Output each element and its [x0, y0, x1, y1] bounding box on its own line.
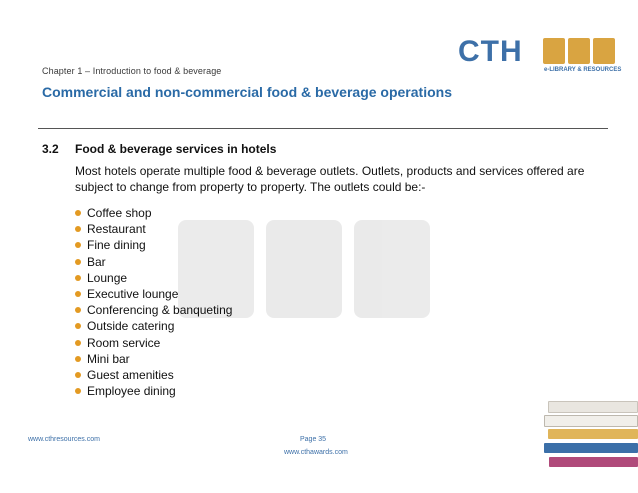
footer-resources-link[interactable]: www.cthresources.com — [28, 436, 100, 443]
page-title: Commercial and non-commercial food & beverage operations — [42, 84, 452, 100]
list-item: Employee dining — [75, 383, 232, 399]
list-item: Mini bar — [75, 351, 232, 367]
door-icon — [266, 220, 342, 318]
section-title: Food & beverage services in hotels — [75, 142, 277, 156]
cth-logo — [458, 36, 628, 76]
fork-icon — [593, 38, 615, 64]
plane-icon — [543, 38, 565, 64]
list-item: Conferencing & banqueting — [75, 302, 232, 318]
page-number: Page 35 — [300, 436, 327, 443]
book — [544, 415, 638, 427]
list-item: Guest amenities — [75, 367, 232, 383]
section-number: 3.2 — [42, 142, 59, 156]
footer-awards-link[interactable]: www.cthawards.com — [284, 449, 348, 456]
list-item: Coffee shop — [75, 205, 232, 221]
logo-text: CTH — [458, 35, 523, 68]
list-item: Executive lounge — [75, 286, 232, 302]
chapter-label: Chapter 1 – Introduction to food & beverage — [42, 66, 222, 76]
book — [548, 429, 638, 439]
book — [548, 401, 638, 413]
list-item: Outside catering — [75, 318, 232, 334]
book — [549, 457, 638, 467]
outlet-list — [75, 205, 232, 399]
list-item: Lounge — [75, 270, 232, 286]
list-item: Restaurant — [75, 221, 232, 237]
list-item: Fine dining — [75, 237, 232, 253]
list-item: Room service — [75, 335, 232, 351]
header-divider — [38, 128, 608, 129]
book — [544, 443, 638, 453]
door-icon — [568, 38, 590, 64]
fork-icon — [354, 220, 430, 318]
section-intro: Most hotels operate multiple food & beverage outlets. Outlets, products and services offered are subject to change from property to property. The outlets could be:- — [75, 164, 585, 194]
logo-icons — [543, 38, 615, 64]
logo-tagline: e-LIBRARY & RESOURCES — [544, 67, 622, 73]
book-stack-image — [540, 395, 638, 473]
list-item: Bar — [75, 254, 232, 270]
